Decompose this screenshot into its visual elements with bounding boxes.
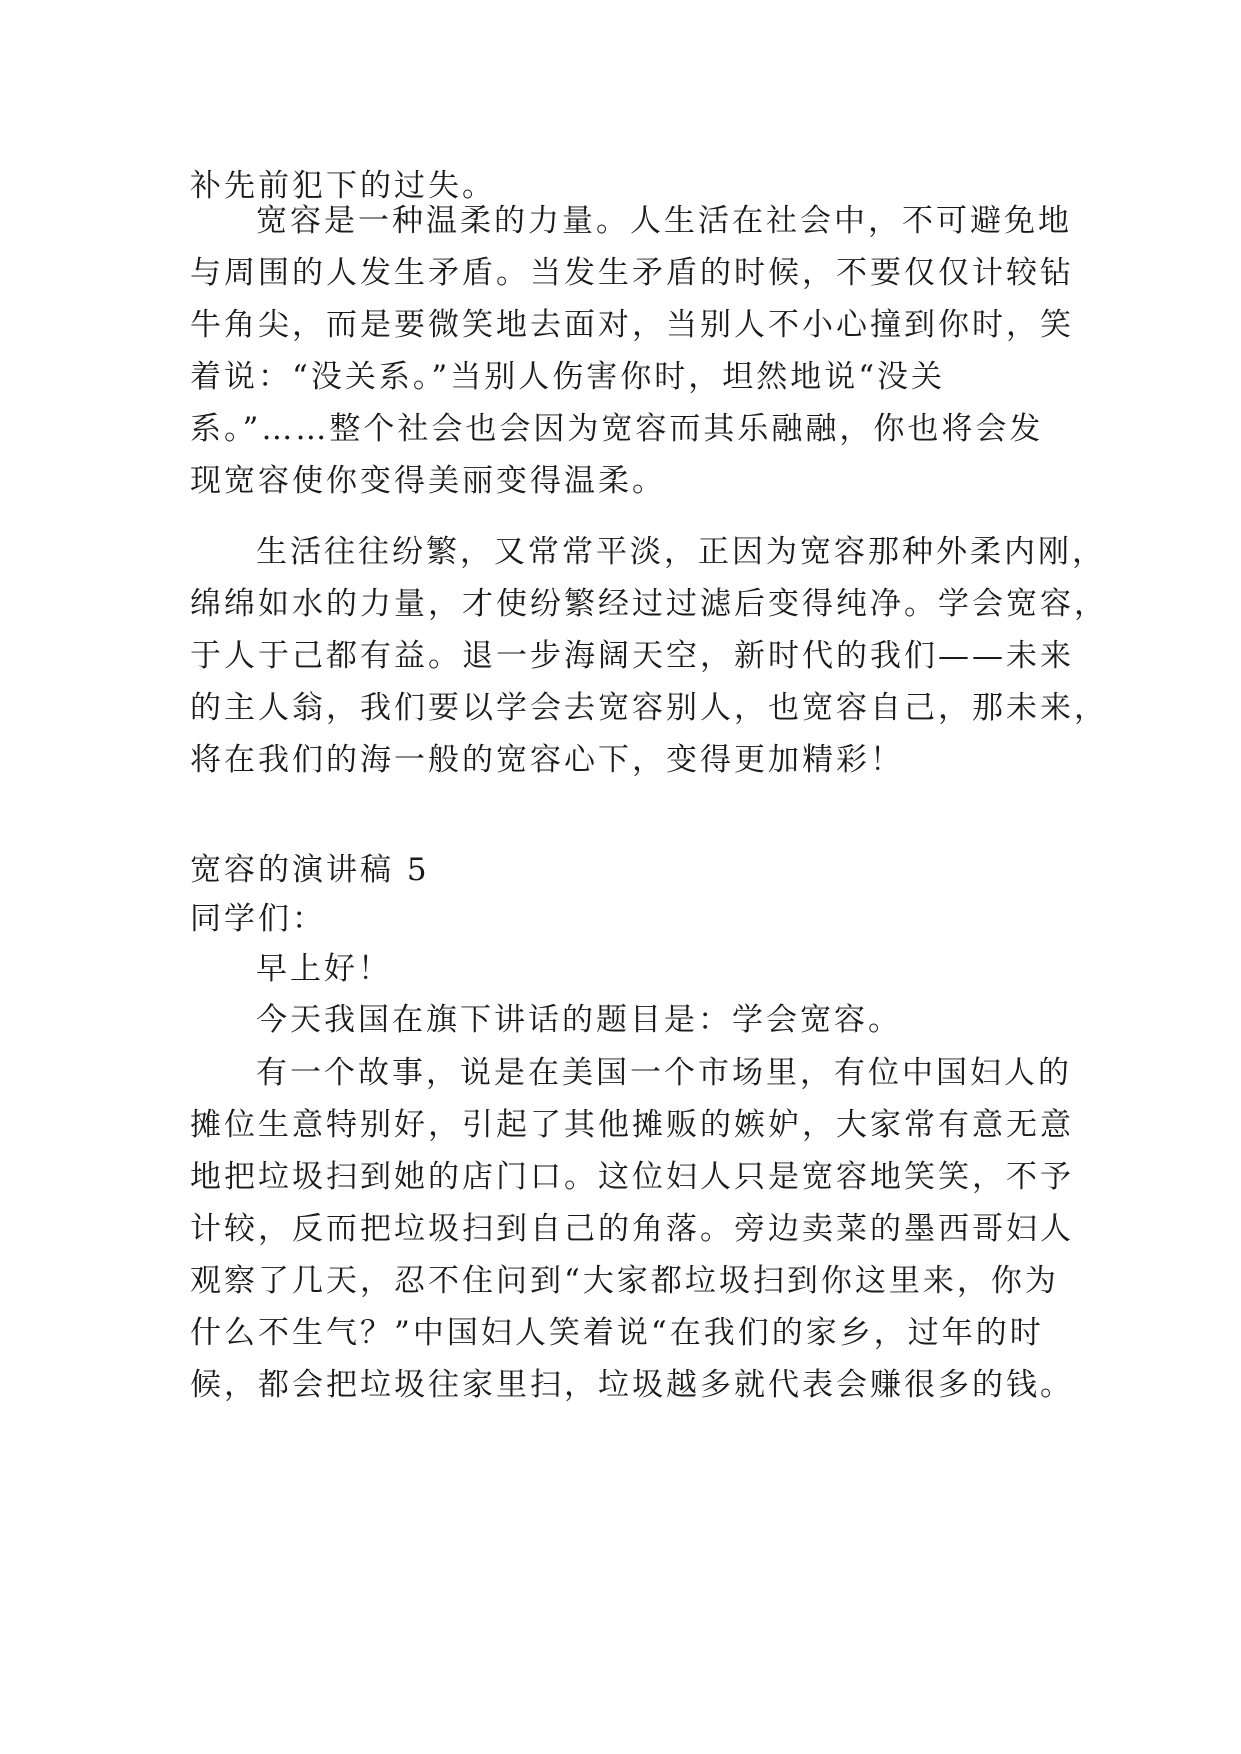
section-heading: 宽容的演讲稿 5	[190, 852, 430, 888]
text-line: 计较，反而把垃圾扫到自己的角落。旁边卖菜的墨西哥妇人	[190, 1211, 1074, 1247]
text-line: 与周围的人发生矛盾。当发生矛盾的时候，不要仅仅计较钻	[190, 255, 1074, 291]
text-line: 于人于己都有益。退一步海阔天空，新时代的我们——未来	[190, 638, 1074, 674]
text-line: 宽容是一种温柔的力量。人生活在社会中，不可避免地	[256, 203, 1072, 239]
text-line: 生活往往纷繁，又常常平淡，正因为宽容那种外柔内刚，	[256, 534, 1106, 570]
text-line: 系。”……整个社会也会因为宽容而其乐融融，你也将会发	[190, 411, 1044, 447]
text-line: 今天我国在旗下讲话的题目是：学会宽容。	[256, 1002, 902, 1038]
text-line: 候，都会把垃圾往家里扫，垃圾越多就代表会赚很多的钱。	[190, 1367, 1074, 1403]
text-line: 什么不生气？”中国妇人笑着说“在我们的家乡，过年的时	[190, 1315, 1044, 1351]
text-line: 现宽容使你变得美丽变得温柔。	[190, 463, 666, 499]
text-line: 有一个故事，说是在美国一个市场里，有位中国妇人的	[256, 1055, 1072, 1091]
text-line: 牛角尖，而是要微笑地去面对，当别人不小心撞到你时，笑	[190, 307, 1074, 343]
text-line: 补先前犯下的过失。	[190, 168, 496, 204]
text-line: 观察了几天，忍不住问到“大家都垃圾扫到你这里来，你为	[190, 1263, 1059, 1299]
text-line: 着说：“没关系。”当别人伤害你时，坦然地说“没关	[190, 359, 946, 395]
text-line: 的主人翁，我们要以学会去宽容别人，也宽容自己，那未来，	[190, 690, 1108, 726]
text-line: 地把垃圾扫到她的店门口。这位妇人只是宽容地笑笑，不予	[190, 1159, 1074, 1195]
text-line: 绵绵如水的力量，才使纷繁经过过滤后变得纯净。学会宽容，	[190, 586, 1108, 622]
text-line: 摊位生意特别好，引起了其他摊贩的嫉妒，大家常有意无意	[190, 1107, 1074, 1143]
text-line: 将在我们的海一般的宽容心下，变得更加精彩！	[190, 742, 904, 778]
greeting: 早上好！	[256, 951, 392, 987]
salutation: 同学们：	[190, 901, 326, 937]
